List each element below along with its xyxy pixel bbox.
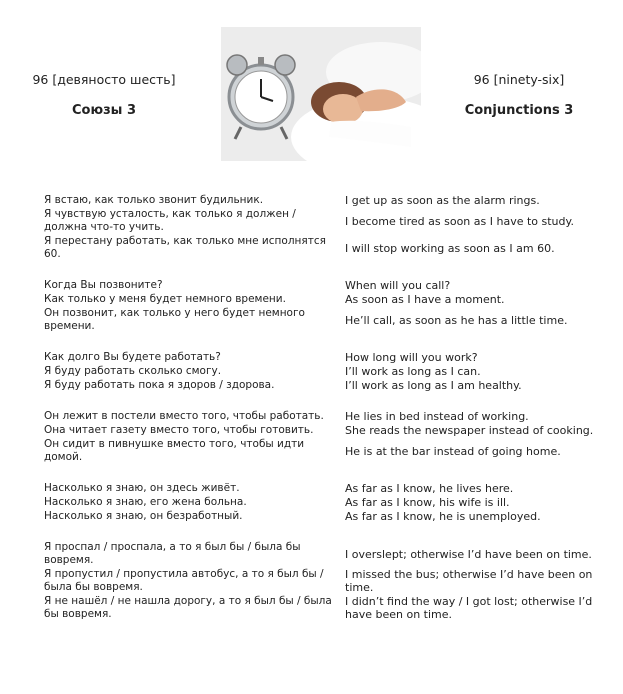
english-phrase: I overslept; otherwise I’d have been on time. — [345, 547, 592, 561]
left-header — [4, 72, 204, 118]
phrase-row — [44, 279, 604, 292]
english-phrase: How long will you work? — [345, 351, 478, 364]
phrase-group — [44, 541, 604, 621]
russian-phrase: Насколько я знаю, он здесь живёт. — [44, 482, 240, 494]
sleeping-woman-alarm-clock-illustration — [221, 27, 421, 161]
english-phrase: As far as I know, he lives here. — [345, 482, 514, 495]
phrase-row — [44, 351, 604, 364]
phrase-row — [44, 496, 604, 509]
english-phrase: As far as I know, his wife is ill. — [345, 496, 510, 509]
right-header — [419, 72, 619, 118]
english-phrase: He is at the bar instead of going home. — [345, 444, 561, 458]
phrase-row — [44, 194, 604, 207]
phrase-row — [44, 595, 604, 621]
russian-phrase: Я буду работать сколько смогу. — [44, 365, 222, 377]
russian-phrase: Насколько я знаю, он безработный. — [44, 510, 243, 522]
english-phrase: He lies in bed instead of working. — [345, 410, 529, 423]
phrase-row — [44, 424, 604, 437]
russian-phrase: Как только у меня будет немного времени. — [44, 293, 286, 305]
english-phrase: She reads the newspaper instead of cooking. — [345, 424, 594, 437]
phrase-row — [44, 568, 604, 594]
english-phrase: I missed the bus; otherwise I’d have been on time. — [345, 568, 593, 594]
phrase-group — [44, 482, 604, 523]
english-phrase: I didn’t find the way / I got lost; otherwise I’d have been on time. — [345, 595, 593, 621]
phrase-row — [44, 293, 604, 306]
russian-phrase: Я не нашёл / не нашла дорогу, а то я был бы / была бы вовремя. — [44, 595, 332, 620]
phrase-row — [44, 235, 604, 261]
english-phrase: I’ll work as long as I can. — [345, 365, 481, 378]
phrase-group — [44, 194, 604, 261]
russian-phrase: Она читает газету вместо того, чтобы готовить. — [44, 424, 314, 436]
russian-phrase: Я перестану работать, как только мне исполнятся 60. — [44, 235, 326, 260]
russian-phrase: Как долго Вы будете работать? — [44, 351, 221, 363]
english-phrase: As far as I know, he is unemployed. — [345, 510, 541, 523]
russian-phrase: Я проспал / проспала, а то я был бы / была бы вовремя. — [44, 541, 301, 566]
lesson-title-ru: Союзы 3 — [72, 103, 136, 118]
phrase-row — [44, 208, 604, 234]
lesson-number-ru: 96 [девяносто шесть] — [32, 72, 176, 87]
phrase-row — [44, 482, 604, 495]
english-phrase: I’ll work as long as I am healthy. — [345, 379, 522, 392]
english-phrase: He’ll call, as soon as he has a little time. — [345, 313, 568, 327]
english-phrase: I will stop working as soon as I am 60. — [345, 241, 555, 255]
russian-phrase: Он сидит в пивнушке вместо того, чтобы идти домой. — [44, 438, 305, 463]
russian-phrase: Я чувствую усталость, как только я должен / должна что-то учить. — [44, 208, 296, 233]
phrase-table — [44, 194, 604, 639]
phrase-group — [44, 351, 604, 392]
russian-phrase: Когда Вы позвоните? — [44, 279, 163, 291]
russian-phrase: Насколько я знаю, его жена больна. — [44, 496, 247, 508]
english-phrase: I become tired as soon as I have to study. — [345, 214, 574, 228]
russian-phrase: Я пропустил / пропустила автобус, а то я был бы / была бы вовремя. — [44, 568, 324, 593]
phrase-group — [44, 279, 604, 333]
phrase-row — [44, 438, 604, 464]
phrase-group — [44, 410, 604, 464]
phrase-row — [44, 379, 604, 392]
english-phrase: When will you call? — [345, 279, 451, 292]
lesson-number-en: 96 [ninety-six] — [473, 72, 565, 87]
phrase-row — [44, 307, 604, 333]
lesson-title-en: Conjunctions 3 — [464, 103, 574, 118]
phrase-row — [44, 510, 604, 523]
english-phrase: I get up as soon as the alarm rings. — [345, 194, 540, 207]
english-phrase: As soon as I have a moment. — [345, 293, 505, 306]
phrase-row — [44, 410, 604, 423]
lesson-illustration — [221, 27, 421, 161]
russian-phrase: Он лежит в постели вместо того, чтобы работать. — [44, 410, 324, 422]
phrase-row — [44, 365, 604, 378]
russian-phrase: Я встаю, как только звонит будильник. — [44, 194, 264, 206]
russian-phrase: Он позвонит, как только у него будет немного времени. — [44, 307, 305, 332]
phrase-row — [44, 541, 604, 567]
russian-phrase: Я буду работать пока я здоров / здорова. — [44, 379, 275, 391]
